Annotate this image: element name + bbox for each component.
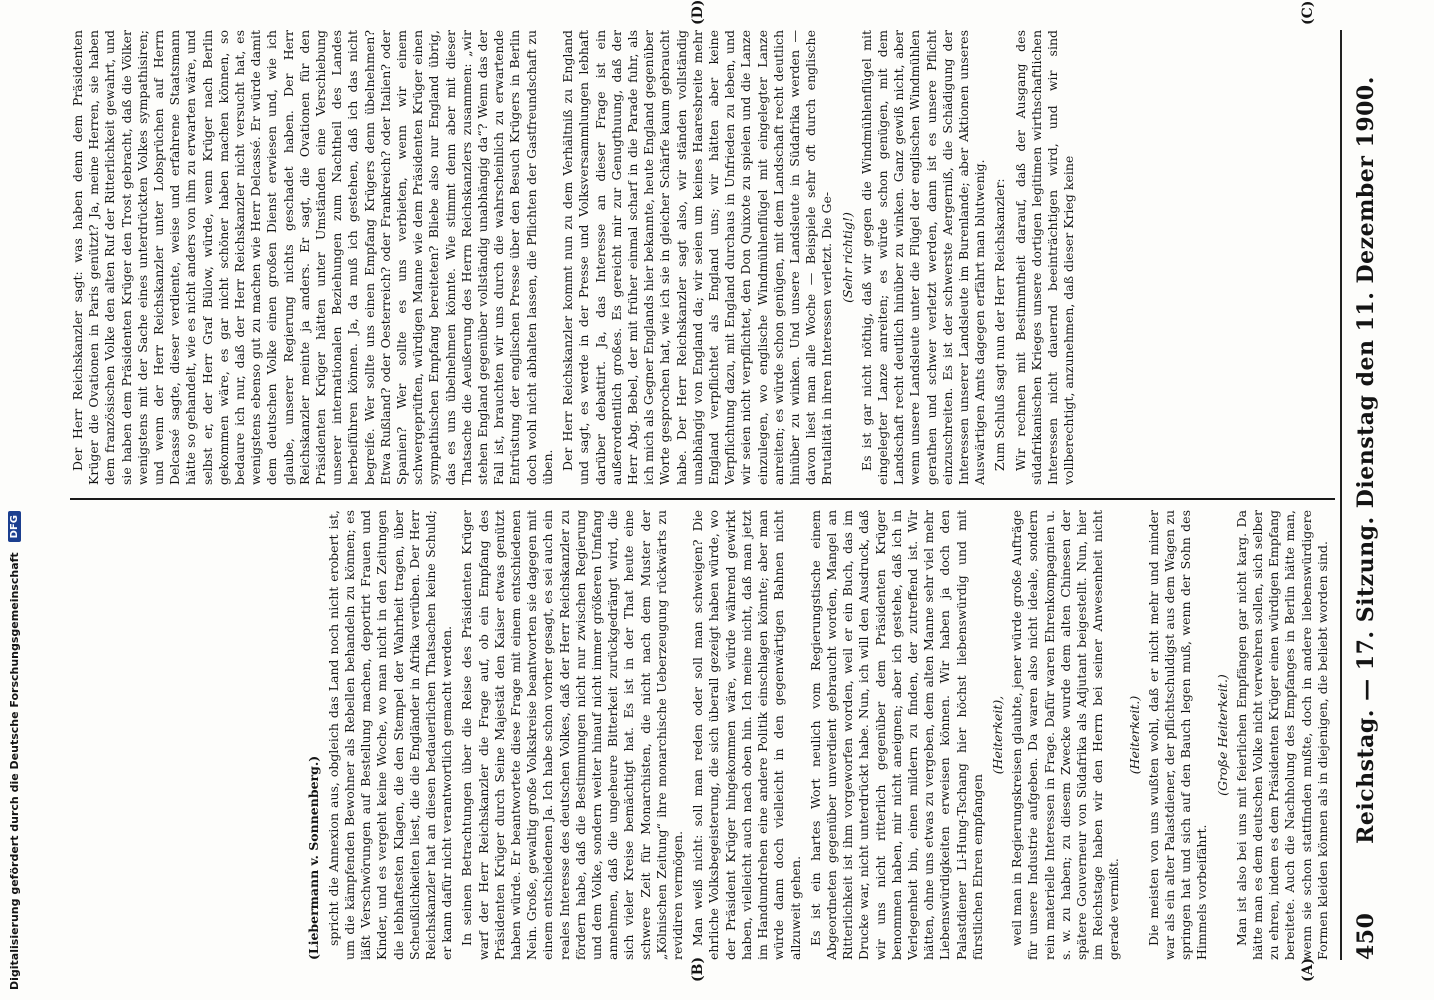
- interjection: (Sehr richtig!): [839, 212, 855, 303]
- paragraph: In seinen Betrachtungen über die Reise des Präsidenten Krüger warf der Herr Reichskanzler die Frage auf, ob ein Empfang des Präsidenten Krüger durch Seine Majestät den Kaiser etwas genützt haben würde. Er beantwortete diese Frage mit einem entschiedenen Nein. Große, gewaltig große Volkskreise beantworten sie dagegen mit einem entschiedenen Ja. Ich habe schon vorher gesagt, es sei auch ein reales Interesse des deutschen Volkes, daß der Herr Reichskanzler zu fördern habe, daß die Bestimmungen nicht nur zwischen Regierung und dem Volke, sondern weiter hinauf nicht immer größeren Umfang annehmen, daß die ungeheure Bitterkeit zurückgedrängt wird, die sich vieler Kreise bemächtigt hat. Es ist in der That heute eine schwere Zeit für Monarchisten, die nicht nach dem Muster der „Kölnischen Zeitung“ ihre monarchische Ueberzeugung rückwärts zu revidiren vermögen.: [459, 510, 686, 960]
- column-divider: [70, 498, 1335, 500]
- page-number: 450: [1353, 912, 1379, 960]
- right-column: [70, 30, 1335, 485]
- paragraph: Man ist also bei uns mit feierlichen Empfängen gar nicht karg. Da hätte man es dem deutschen Volke nicht verwehren sollen, sich selber zu ehren, indem es dem Präsidenten Krüger einen würdigen Empfang bereitete. Auch die Nachholung des Empfanges in Berlin hätte man, wenn sie schon stattfinden mußte, doch in andere liebenswürdigere Formen kleiden können als in diejenigen, die beliebt worden sind.: [1233, 510, 1330, 960]
- paragraph: weil man in Regierungskreisen glaubte, jener würde große Aufträge für unsere Industrie aufgeben. Da waren also nicht ideale, sondern rein materielle Interessen in Frage. Dafür waren Ehrenkompagnien u. s. w. zu haben; zu diesem Zwecke wurde dem alten Chinesen der spätere Gouverneur von Südafrika als Adjutant beigestellt. Nun, hier im Reichstage haben wir den Herrn bei seiner Anwesenheit nicht gerade vermißt.: [1009, 510, 1122, 960]
- paragraph: Der Herr Reichskanzler sagt: was haben denn dem Präsidenten Krüger die Ovationen in Paris genützt? Ja, meine Herren, sie haben dem französischen Volke den alten Ruf der Ritterlichkeit gewahrt, und sie haben dem Präsidenten Krüger den Trost gebracht, daß die Völker wenigstens mit der Sache eines unterdrückten Volkes sympathisiren; und wenn der Herr Reichskanzler unter Lobsprüchen auf Herrn Delcassé sagte, dieser verdiente, weise und erfahrene Staatsmann hätte so gehandelt, wie es nicht anders von ihm zu erwarten wäre, und selbst er, der Herr Graf Bülow, würde, wenn Krüger nach Berlin gekommen wäre, es gar nicht schöner haben machen können, so bedaure ich nur, daß der Herr Reichskanzler nicht versucht hat, es wenigstens ebenso gut zu machen wie Herr Delcassé. Er würde damit dem deutschen Volke einen großen Dienst erwiesen und, wie ich glaube, unserer Regierung nichts geschadet haben. Der Herr Reichskanzler meinte ja anders. Er sagt, die Ovationen für den Präsidenten Krüger hätten unter Umständen eine Verschiebung unserer internationalen Beziehungen zum Nachtheil des Landes herbeiführen können. Ja, da muß ich gestehen, daß ich das nicht begreife. Wer sollte uns einen Empfang Krügers denn übelnehmen? Etwa Rußland? oder Oesterreich? oder Frankreich? oder Italien? oder Spanien? Wer sollte es uns verbieten, wenn wir einem schwergeprüften, würdigen Manne wie dem Präsidenten Krüger einen sympathischen Empfang bereiteten? Bliebe also nur England übrig, das es uns übelnehmen könnte. Wie stimmt denn aber mit dieser Thatsache die Aeußerung des Herrn Reichskanzlers zusammen: „wir stehen England gegenüber vollständig unabhängig da“? Wenn das der Fall ist, brauchten wir uns durch die wahrscheinlich zu erwartende Entrüstung der englischen Presse über den Besuch Krügers in Berlin doch wohl nicht abhalten lassen, die Pflichten der Gastfreundschaft zu üben.: [70, 30, 555, 485]
- interjection: (Große Heiterkeit.): [1214, 674, 1230, 796]
- marker-b: (B): [690, 956, 706, 982]
- header-rule: [1340, 30, 1342, 960]
- marker-c: (C): [1300, 0, 1316, 25]
- credit-text: Digitalisierung gefördert durch die Deutsche Forschungsgemeinschaft: [7, 552, 21, 990]
- paragraph: Zum Schluß sagt nun der Herr Reichskanzler:: [992, 178, 1008, 471]
- paragraph: Es ist gar nicht nöthig, daß wir gegen die Windmühlenflügel mit eingelegter Lanze anreiten; es würde schon genügen, mit dem Landschaft recht deutlich hinüber zu winken. Ganz gewiß nicht, aber wenn unsere Landsleute unter die Flügel der englischen Windmühlen gerathen und schwer verletzt werden, dann ist es unsere Pflicht einzuschreiten. Es ist der schwerste Aergerniß, die Schädigung der Interessen unserer Landsleute im Burenlande; aber Aktionen unseres Auswärtigen Amts dagegen erfährt man blutwenig.: [858, 30, 988, 485]
- digitization-credit: [0, 0, 28, 1000]
- paragraph: Die meisten von uns wußten wohl, daß er nicht mehr und minder war als ein alter Palastdiener, der pflichtschuldigst aus dem Wagen zu springen hat und sich auf den Bauch legen muß, wenn der Sohn des Himmels vorbeifährt.: [1145, 510, 1210, 960]
- marker-a: (A): [1300, 957, 1316, 982]
- left-column: [70, 510, 1335, 960]
- marker-d: (D): [690, 0, 706, 25]
- interjection: (Heiterkeit),: [989, 695, 1005, 775]
- dfg-logo: DFG: [8, 511, 21, 542]
- left-column-flow: [306, 510, 1335, 960]
- page-title: Reichstag. — 17. Sitzung. Dienstag den 11. Dezember 1900.: [1353, 76, 1379, 844]
- paragraph: Der Herr Reichskanzler kommt nun zu dem Verhältniß zu England und sagt, es werde in der Presse und Volksversammlungen lebhaft darüber debattirt. Ja, das Interesse an dieser Frage ist ein außerordentlich großes. Es gereicht mir zur Genugthuung, daß der Herr Abg. Bebel, der mit früher einmal scharf in die Parade fuhr, als ich mich als Gegner Englands hier bekannte, heute England gegenüber Worte gesprochen hat, wie ich sie in gleicher Schärfe kaum gebraucht habe. Der Herr Reichskanzler sagt also, wir ständen vollständig unabhängig von England da; wir seien um keines Haaresbreite mehr England verpflichtet als England uns; wir hätten aber keine Verpflichtung dazu, mit England durchaus in Unfrieden zu leben, und wir seien nicht verpflichtet, den Don Quixote zu spielen und die Lanze einzulegen, wo englische Windmühlenflügel mit eingelegter Lanze anreiten; es würde schon genügen, mit dem Landschaft recht deutlich hinüber zu winken. Und unsere Landsleute in Südafrika werden — davon liest man alle Woche — Beispiele sehr oft durch englische Brutalität in ihren Interessen verletzt. Die Ge-: [560, 30, 835, 485]
- page-header: [1346, 30, 1386, 960]
- paragraph: Wir rechnen mit Bestimmtheit darauf, daß der Ausgang des südafrikanischen Krieges unsere dortigen legitimen wirthschaftlichen Interessen nicht dauernd beeinträchtigen wird, und wir sind vollberechtigt, anzunehmen, daß dieser Krieg keine: [1012, 30, 1077, 485]
- speaker-name: (Liebermann v. Sonnenberg.): [305, 755, 321, 960]
- paragraph: Es ist ein hartes Wort neulich vom Regierungstische einem Abgeordneten gegenüber unverdient gebraucht worden, Mangel an Ritterlichkeit ist ihm vorgeworfen worden, weil er ein Buch, das im Drucke war, nicht unterdrückt habe. Nun, ich will den Ausdruck, daß wir uns nicht ritterlich gegenüber dem Präsidenten Krüger benommen haben, mir nicht aneignen; aber ich gestehe, daß ich in Verlegenheit bin, einen mildern zu finden, der zutreffend ist. Wir hätten, ohne uns etwas zu vergeben, dem alten Manne sehr viel mehr Liebenswürdigkeiten erweisen können. Wir haben ja doch den Palastdiener Li-Hung-Tschang hier höchst liebenswürdig und mit fürstlichen Ehren empfangen: [807, 510, 985, 960]
- paragraph: Man weiß nicht: soll man reden oder soll man schweigen? Die ehrliche Volksbegeisterung, die sich überall gezeigt haben würde, wo der Präsident Krüger hingekommen wäre, würde während gewirkt haben, vielleicht auch nach oben hin. Ich meine nicht, daß man jetzt im Handumdrehen eine andere Politik einschlagen könnte; aber man würde dann doch vielleicht in den gegenwärtigen Bahnen nicht allzuweit gehen.: [690, 510, 803, 960]
- interjection: (Heiterkeit.): [1126, 695, 1142, 775]
- paragraph: spricht die Annexion aus, obgleich das Land noch nicht erobert ist, um die kämpfenden Bewohner als Rebellen behandeln zu können; es läßt Verschwörungen auf Bestellung machen, deportirt Frauen und Kinder, und es vergeht keine Woche, wo man nicht in den Zeitungen die lebhaftesten Klagen, die den Stempel der Wahrheit tragen, über Scheußlichkeiten liest, die die Engländer in Afrika verüben. Der Herr Reichskanzler hat an diesen bedauerlichen Thatsachen keine Schuld; er kann dafür nicht verantwortlich gemacht werden.: [325, 510, 455, 960]
